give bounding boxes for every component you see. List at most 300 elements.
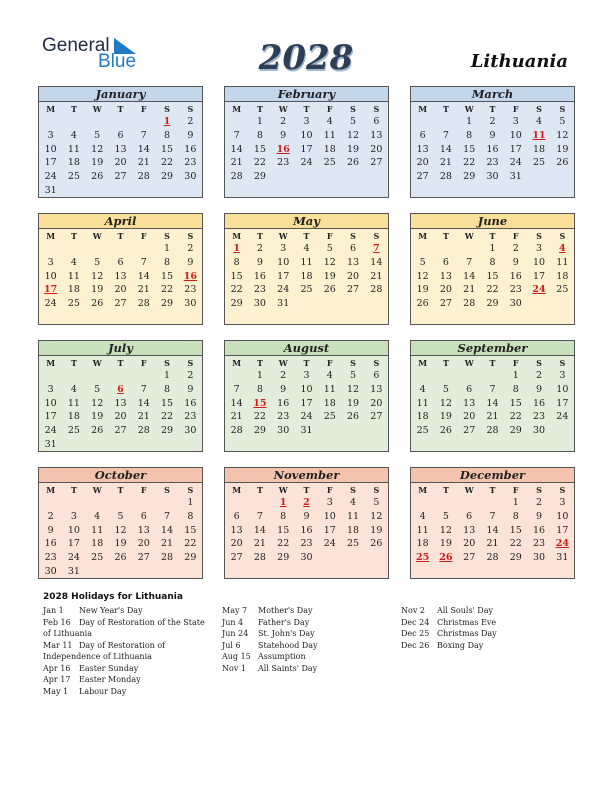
- day-cell: 8: [256, 130, 263, 142]
- day-cell: 5: [326, 243, 333, 255]
- holiday-date: Nov 1: [222, 663, 246, 673]
- weekday-header: T: [70, 104, 77, 114]
- day-cell: 5: [442, 384, 449, 396]
- day-cell: 15: [509, 524, 522, 536]
- day-cell: 20: [137, 538, 150, 550]
- month-title: August: [225, 341, 388, 356]
- day-cell: 5: [419, 257, 426, 269]
- day-cell: 15: [161, 397, 174, 409]
- month-july: [38, 340, 203, 452]
- day-cell: 26: [91, 425, 104, 437]
- day-cell: 21: [253, 538, 266, 550]
- day-cell: 1: [256, 370, 263, 382]
- day-cell: 16: [486, 143, 499, 155]
- day-cell: 3: [280, 243, 287, 255]
- day-cell: 21: [439, 157, 452, 169]
- holiday-item: [43, 605, 213, 617]
- day-cell: 12: [91, 270, 104, 282]
- weekday-header: M: [418, 104, 428, 114]
- day-cell: 9: [536, 384, 543, 396]
- day-cell: 5: [559, 116, 566, 128]
- day-cell: 25: [347, 538, 360, 550]
- month-august: [224, 340, 389, 452]
- weekday-header: S: [536, 358, 542, 368]
- month-title: January: [39, 87, 202, 102]
- weekday-header: T: [442, 231, 449, 241]
- day-cell: 8: [256, 384, 263, 396]
- day-cell: 11: [323, 384, 336, 396]
- holiday-date: Apr 16: [43, 663, 71, 673]
- holiday-item: [401, 628, 571, 640]
- day-cell: 29: [253, 425, 266, 437]
- day-cell: 3: [303, 370, 310, 382]
- weekday-header: S: [536, 104, 542, 114]
- day-cell: 4: [70, 130, 77, 142]
- weekday-header: T: [303, 231, 310, 241]
- day-cell: 22: [463, 157, 476, 169]
- day-cell: 1: [489, 243, 496, 255]
- holiday-item: [222, 617, 392, 629]
- day-cell: 7: [466, 257, 473, 269]
- holiday-name: Day of Restoration of Independence of Lithuania: [43, 640, 166, 661]
- day-cell: 20: [114, 157, 127, 169]
- day-cell: 28: [137, 425, 150, 437]
- day-cell: 3: [512, 116, 519, 128]
- weekday-header: S: [164, 104, 170, 114]
- day-cell: 11: [300, 257, 313, 269]
- day-cell: 13: [416, 143, 429, 155]
- day-cell: 26: [370, 538, 383, 550]
- day-cell: 4: [326, 370, 333, 382]
- holiday-date: Nov 2: [401, 606, 425, 615]
- weekday-header: S: [536, 231, 542, 241]
- day-cell: 17: [67, 538, 80, 550]
- day-cell: 22: [509, 538, 522, 550]
- holiday-item: [43, 674, 213, 686]
- day-cell: 3: [47, 257, 54, 269]
- weekday-header: F: [140, 358, 147, 368]
- day-cell: 15: [253, 143, 266, 155]
- day-cell: 19: [370, 524, 383, 536]
- day-cell: 17: [277, 270, 290, 282]
- day-cell: 27: [463, 425, 476, 437]
- day-cell: 5: [373, 497, 380, 509]
- weekday-header: M: [418, 358, 428, 368]
- weekday-header: T: [117, 485, 124, 495]
- holiday-name: St. John's Day: [258, 629, 315, 638]
- month-november: [224, 467, 389, 579]
- weekday-header: T: [489, 485, 496, 495]
- month-april: [38, 213, 203, 325]
- day-cell: 17: [556, 524, 569, 536]
- day-cell: 11: [323, 130, 336, 142]
- day-cell: 5: [94, 257, 101, 269]
- day-cell: 27: [114, 171, 127, 183]
- day-cell: 16: [276, 143, 290, 155]
- day-cell: 24: [323, 538, 336, 550]
- day-cell: 28: [370, 284, 383, 296]
- day-cell: 2: [187, 370, 194, 382]
- holidays-title: 2028 Holidays for Lithuania: [43, 592, 183, 602]
- day-cell: 2: [536, 497, 543, 509]
- day-cell: 22: [277, 538, 290, 550]
- day-cell: 12: [347, 130, 360, 142]
- weekday-header: T: [489, 358, 496, 368]
- day-cell: 27: [114, 298, 127, 310]
- weekday-header: M: [46, 358, 56, 368]
- weekday-header: S: [559, 485, 566, 495]
- day-cell: 4: [536, 116, 543, 128]
- day-cell: 11: [416, 397, 429, 409]
- day-cell: 10: [44, 270, 57, 282]
- day-cell: 19: [114, 538, 127, 550]
- weekday-header: W: [464, 104, 474, 114]
- day-cell: 22: [486, 284, 499, 296]
- day-cell: 21: [161, 538, 174, 550]
- day-cell: 11: [67, 397, 80, 409]
- day-cell: 19: [323, 270, 336, 282]
- weekday-header: S: [559, 358, 566, 368]
- day-cell: 10: [277, 257, 290, 269]
- day-cell: 28: [230, 171, 243, 183]
- day-cell: 30: [44, 565, 57, 577]
- weekday-header: T: [117, 358, 124, 368]
- day-cell: 4: [70, 384, 77, 396]
- day-cell: 6: [419, 130, 426, 142]
- day-cell: 20: [114, 284, 127, 296]
- holiday-item: [401, 617, 571, 629]
- day-cell: 13: [230, 524, 243, 536]
- day-cell: 15: [161, 143, 174, 155]
- day-cell: 30: [184, 171, 197, 183]
- day-cell: 1: [163, 116, 171, 128]
- weekday-header: T: [303, 358, 310, 368]
- holiday-name: Father's Day: [258, 617, 310, 627]
- day-cell: 12: [114, 524, 127, 536]
- day-cell: 24: [67, 552, 80, 564]
- day-cell: 1: [466, 116, 473, 128]
- holiday-name: Labour Day: [79, 686, 127, 696]
- day-cell: 12: [370, 511, 383, 523]
- day-cell: 14: [486, 397, 499, 409]
- weekday-header: M: [418, 231, 428, 241]
- day-cell: 9: [47, 524, 54, 536]
- day-cell: 5: [94, 130, 101, 142]
- day-cell: 23: [277, 411, 290, 423]
- weekday-header: M: [46, 231, 56, 241]
- day-cell: 17: [323, 524, 336, 536]
- day-cell: 17: [44, 157, 57, 169]
- day-cell: 19: [91, 284, 104, 296]
- day-cell: 21: [137, 411, 150, 423]
- day-cell: 3: [559, 370, 566, 382]
- day-cell: 9: [512, 257, 519, 269]
- day-cell: 20: [114, 411, 127, 423]
- month-title: November: [225, 468, 388, 483]
- day-cell: 19: [439, 538, 452, 550]
- weekday-header: S: [187, 358, 194, 368]
- day-cell: 18: [556, 270, 569, 282]
- day-cell: 1: [233, 243, 240, 255]
- month-february: [224, 86, 389, 198]
- day-cell: 31: [509, 171, 522, 183]
- weekday-header: S: [373, 231, 380, 241]
- weekday-header: T: [256, 104, 263, 114]
- day-cell: 2: [47, 511, 54, 523]
- day-cell: 13: [347, 257, 360, 269]
- day-cell: 3: [47, 384, 54, 396]
- day-cell: 18: [416, 411, 429, 423]
- day-cell: 9: [187, 257, 194, 269]
- weekday-header: W: [278, 104, 288, 114]
- day-cell: 14: [137, 397, 150, 409]
- day-cell: 14: [370, 257, 383, 269]
- day-cell: 25: [416, 425, 429, 437]
- day-cell: 20: [439, 284, 452, 296]
- month-title: December: [411, 468, 574, 483]
- holiday-date: Apr 17: [43, 675, 71, 684]
- day-cell: 24: [277, 284, 290, 296]
- day-cell: 20: [347, 270, 360, 282]
- day-cell: 20: [416, 157, 429, 169]
- day-cell: 10: [300, 384, 313, 396]
- day-cell: 18: [416, 538, 429, 550]
- day-cell: 30: [533, 425, 546, 437]
- day-cell: 17: [300, 143, 313, 155]
- day-cell: 14: [230, 397, 243, 409]
- day-cell: 2: [280, 116, 287, 128]
- day-cell: 17: [300, 397, 313, 409]
- day-cell: 10: [44, 143, 57, 155]
- day-cell: 29: [253, 171, 266, 183]
- weekday-header: F: [512, 485, 519, 495]
- day-cell: 29: [161, 171, 174, 183]
- day-cell: 30: [300, 552, 313, 564]
- weekday-header: W: [464, 231, 474, 241]
- day-cell: 26: [347, 157, 360, 169]
- day-cell: 31: [67, 565, 80, 577]
- weekday-header: M: [46, 104, 56, 114]
- weekday-header: M: [232, 104, 242, 114]
- day-cell: 14: [463, 270, 476, 282]
- month-june: [410, 213, 575, 325]
- weekday-header: W: [278, 485, 288, 495]
- day-cell: 24: [300, 157, 313, 169]
- day-cell: 13: [463, 397, 476, 409]
- month-title: September: [411, 341, 574, 356]
- day-cell: 8: [280, 511, 287, 523]
- day-cell: 27: [439, 298, 452, 310]
- day-cell: 15: [161, 270, 174, 282]
- day-cell: 31: [44, 184, 57, 196]
- month-may: [224, 213, 389, 325]
- day-cell: 5: [442, 511, 449, 523]
- holiday-name: Christmas Day: [437, 629, 497, 638]
- day-cell: 26: [347, 411, 360, 423]
- weekday-header: S: [350, 231, 356, 241]
- day-cell: 8: [512, 511, 519, 523]
- logo-bottom-text: Blue: [98, 51, 137, 72]
- day-cell: 3: [303, 116, 310, 128]
- day-cell: 22: [184, 538, 197, 550]
- day-cell: 16: [533, 397, 546, 409]
- day-cell: 25: [416, 552, 430, 564]
- day-cell: 6: [117, 384, 124, 396]
- holiday-name: Assumption: [258, 652, 306, 661]
- day-cell: 8: [512, 384, 519, 396]
- day-cell: 19: [347, 143, 360, 155]
- weekday-header: T: [70, 358, 77, 368]
- day-cell: 11: [67, 143, 80, 155]
- day-cell: 21: [230, 157, 243, 169]
- day-cell: 27: [114, 425, 127, 437]
- day-cell: 6: [442, 257, 449, 269]
- day-cell: 2: [512, 243, 519, 255]
- month-january: [38, 86, 203, 198]
- holiday-item: [222, 605, 392, 617]
- holiday-date: Mar 11: [43, 640, 73, 650]
- day-cell: 18: [91, 538, 104, 550]
- weekday-header: T: [117, 104, 124, 114]
- day-cell: 23: [184, 411, 197, 423]
- day-cell: 10: [556, 384, 569, 396]
- day-cell: 8: [466, 130, 473, 142]
- day-cell: 1: [256, 116, 263, 128]
- month-title: October: [39, 468, 202, 483]
- day-cell: 19: [347, 397, 360, 409]
- holiday-date: Jun 24: [222, 629, 249, 638]
- day-cell: 16: [44, 538, 57, 550]
- day-cell: 9: [280, 130, 287, 142]
- day-cell: 25: [533, 157, 546, 169]
- day-cell: 4: [419, 511, 426, 523]
- day-cell: 2: [489, 116, 496, 128]
- day-cell: 15: [184, 524, 197, 536]
- day-cell: 30: [509, 298, 522, 310]
- holiday-item: [43, 640, 213, 663]
- month-title: April: [39, 214, 202, 229]
- day-cell: 11: [556, 257, 569, 269]
- day-cell: 1: [279, 497, 287, 509]
- day-cell: 30: [486, 171, 499, 183]
- day-cell: 29: [230, 298, 243, 310]
- day-cell: 23: [533, 538, 546, 550]
- day-cell: 9: [303, 511, 310, 523]
- day-cell: 3: [559, 497, 566, 509]
- weekday-header: W: [92, 104, 102, 114]
- day-cell: 25: [67, 425, 80, 437]
- day-cell: 23: [509, 284, 522, 296]
- day-cell: 13: [137, 524, 150, 536]
- weekday-header: S: [164, 485, 170, 495]
- holiday-date: Jan 1: [43, 606, 64, 615]
- day-cell: 21: [370, 270, 383, 282]
- day-cell: 25: [91, 552, 104, 564]
- day-cell: 15: [486, 270, 499, 282]
- month-march: [410, 86, 575, 198]
- day-cell: 28: [439, 171, 452, 183]
- day-cell: 27: [416, 171, 429, 183]
- day-cell: 7: [373, 243, 380, 255]
- day-cell: 28: [253, 552, 266, 564]
- month-title: June: [411, 214, 574, 229]
- day-cell: 19: [439, 411, 452, 423]
- day-cell: 4: [94, 511, 101, 523]
- day-cell: 28: [137, 171, 150, 183]
- day-cell: 1: [512, 497, 519, 509]
- day-cell: 24: [44, 298, 57, 310]
- holiday-date: Aug 15: [222, 652, 251, 661]
- day-cell: 12: [416, 270, 429, 282]
- weekday-header: M: [232, 485, 242, 495]
- day-cell: 16: [533, 524, 546, 536]
- day-cell: 16: [300, 524, 313, 536]
- day-cell: 24: [300, 411, 313, 423]
- day-cell: 27: [370, 157, 383, 169]
- day-cell: 23: [533, 411, 546, 423]
- day-cell: 23: [184, 157, 197, 169]
- holiday-column: [401, 605, 571, 651]
- day-cell: 22: [253, 157, 266, 169]
- day-cell: 28: [137, 298, 150, 310]
- day-cell: 19: [91, 157, 104, 169]
- day-cell: 7: [256, 511, 263, 523]
- day-cell: 1: [512, 370, 519, 382]
- day-cell: 7: [233, 130, 240, 142]
- day-cell: 4: [70, 257, 77, 269]
- day-cell: 26: [323, 284, 336, 296]
- day-cell: 18: [300, 270, 313, 282]
- day-cell: 18: [533, 143, 546, 155]
- holiday-date: May 7: [222, 606, 248, 615]
- day-cell: 5: [350, 370, 357, 382]
- day-cell: 10: [556, 511, 569, 523]
- day-cell: 19: [91, 411, 104, 423]
- day-cell: 27: [463, 552, 476, 564]
- holiday-item: [222, 640, 392, 652]
- day-cell: 3: [70, 511, 77, 523]
- weekday-header: W: [92, 358, 102, 368]
- holiday-name: New Year's Day: [79, 606, 143, 615]
- holiday-name: Day of Restoration of the State of Lithuania: [43, 617, 205, 638]
- day-cell: 25: [67, 171, 80, 183]
- weekday-header: T: [70, 231, 77, 241]
- day-cell: 8: [164, 384, 171, 396]
- weekday-header: F: [326, 104, 333, 114]
- day-cell: 25: [323, 157, 336, 169]
- weekday-header: S: [373, 485, 380, 495]
- day-cell: 30: [277, 425, 290, 437]
- day-cell: 13: [114, 397, 127, 409]
- day-cell: 18: [67, 411, 80, 423]
- day-cell: 22: [161, 284, 174, 296]
- weekday-header: S: [350, 104, 356, 114]
- day-cell: 15: [509, 397, 522, 409]
- day-cell: 2: [256, 243, 263, 255]
- day-cell: 19: [416, 284, 429, 296]
- holiday-date: Jun 4: [222, 617, 244, 627]
- weekday-header: S: [373, 358, 380, 368]
- day-cell: 23: [486, 157, 499, 169]
- day-cell: 13: [439, 270, 452, 282]
- weekday-header: W: [464, 485, 474, 495]
- holiday-item: [401, 640, 571, 652]
- month-title: February: [225, 87, 388, 102]
- weekday-header: W: [278, 231, 288, 241]
- holiday-column: [222, 605, 392, 674]
- day-cell: 21: [486, 538, 499, 550]
- day-cell: 16: [509, 270, 522, 282]
